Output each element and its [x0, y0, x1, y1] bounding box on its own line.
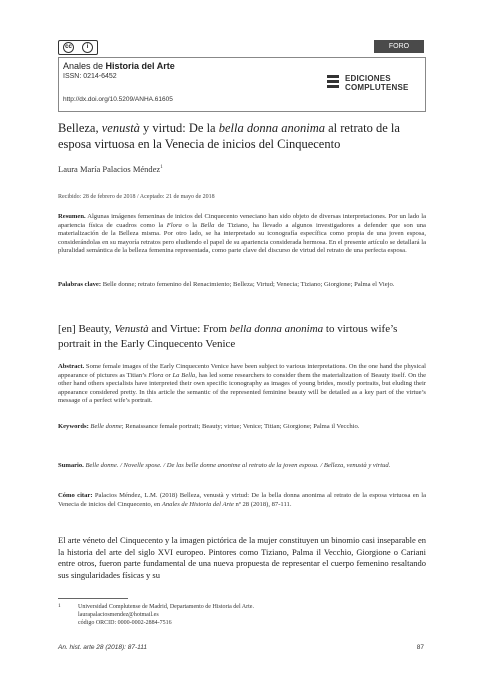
publisher-name: EDICIONES COMPLUTENSE — [345, 74, 409, 92]
creative-commons-badge — [58, 40, 98, 55]
article-title-en: [en] Beauty, Venustà and Virtue: From bella donna anonima to virtous wife’s portrait in the Early Cinquecento Venice — [58, 323, 398, 350]
keywords: Keywords: Belle donne; Renaissance female portrait; Beauty; virtue; Venice; Titian; Giorgione; Palma il Vecchio. — [58, 423, 360, 430]
resumen: Resumen. Algunas imágenes femeninas de inicios del Cinquecento veneciano han sido objeto de diversas interpretaciones. Por un lado la apariencia física de cuadros como la Flora o la Bella de Tiziano, ha llevado a algunos investigadores a defender que son una materialización de la Belleza misma. Por otro lado, se ha interpretado su iconografía específica como propia de una joven esposa, considerándolas en su mayoría retratos pero eludiendo el papel de su apariencia considerada hermosa. En el presente artículo se detallará la pluralidad semántica de la belleza femenina representada, como parte clave del discurso de virtud del retrato de una perfecta esposa. — [58, 213, 426, 255]
issn: ISSN: 0214-6452 — [63, 73, 117, 80]
attribution-icon: i — [82, 42, 93, 53]
section-badge: FORO — [374, 40, 424, 53]
doi-link[interactable]: http://dx.doi.org/10.5209/ANHA.61605 — [63, 96, 173, 103]
body-paragraph: El arte véneto del Cinquecento y la imagen pictórica de la mujer constituyen un binomio casi inseparable en la historia del arte del siglo XVI europeo. Pintores como Tiziano, Palma il Vecchio, Giorgione o Cariani entre otros, fueron parte fundamental de una nueva propuesta de representar el cuerpo femenino resaltando sus singularidades físicas y su — [58, 535, 426, 580]
author-name: Laura María Palacios Méndez$^1$ — [58, 164, 163, 174]
palabras-clave: Palabras clave: Belle donne; retrato femenino del Renacimiento; Belleza; Virtud; Venecia; Tiziano; Giorgione; Palma el Viejo. — [58, 281, 395, 288]
journal-title: Anales de Historia del Arte — [63, 61, 175, 71]
abstract: Abstract. Some female images of the Early Cinquecento Venice have been subject to various interpretations. On the one hand the physical appearance of pictures as Titian’s Flora or La Bella, has led some researchers to consider them the materialization of Beauty itself. On the other hand others specialists have interpreted their own specific iconography as images of young brides, mostly portraits, but eluding their appearance considered pretty. In this article the semantic of the represented feminine beauty will be detailed as a key part of the virtue’s message of a perfect wife’s portrait. — [58, 363, 427, 405]
received-dates: Recibido: 28 de febrero de 2018 / Aceptado: 21 de mayo de 2018 — [58, 194, 215, 200]
cc-icon: cc — [63, 42, 74, 53]
footnote-rule — [58, 598, 128, 599]
footnote-number: 1 — [58, 603, 61, 609]
how-to-cite: Cómo citar: Palacios Méndez, L.M. (2018) Belleza, venustà y virtud: De la bella donna anonima al retrato de la esposa virtuosa en la Venecia de inicios del Cinquecento, en Anales de Historia del Arte nº 28 (2018), 87-111. — [58, 492, 427, 508]
footnote: Universidad Complutense de Madrid, Departamento de Historia del Arte. laurapalaciosmendez@hotmail.es código ORCID: 0000-0002-2884-7516 — [78, 604, 254, 626]
running-footer: An. hist. arte 28 (2018): 87-111 — [58, 644, 148, 651]
article-title-es: Belleza, venustà y virtud: De la bella donna anonima al retrato de la esposa virtuosa en la Venecia de inicios del Cinquecento — [58, 121, 400, 151]
publisher-logo-icon — [327, 75, 339, 89]
footnote-mark[interactable]: 1 — [160, 165, 163, 171]
page-number: 87 — [416, 644, 424, 651]
sumario: Sumario. Belle donne. / Novelle spose. / De las belle donne anonime al retrato de la joven esposa. / Belleza, venustà y virtud. — [58, 462, 391, 469]
